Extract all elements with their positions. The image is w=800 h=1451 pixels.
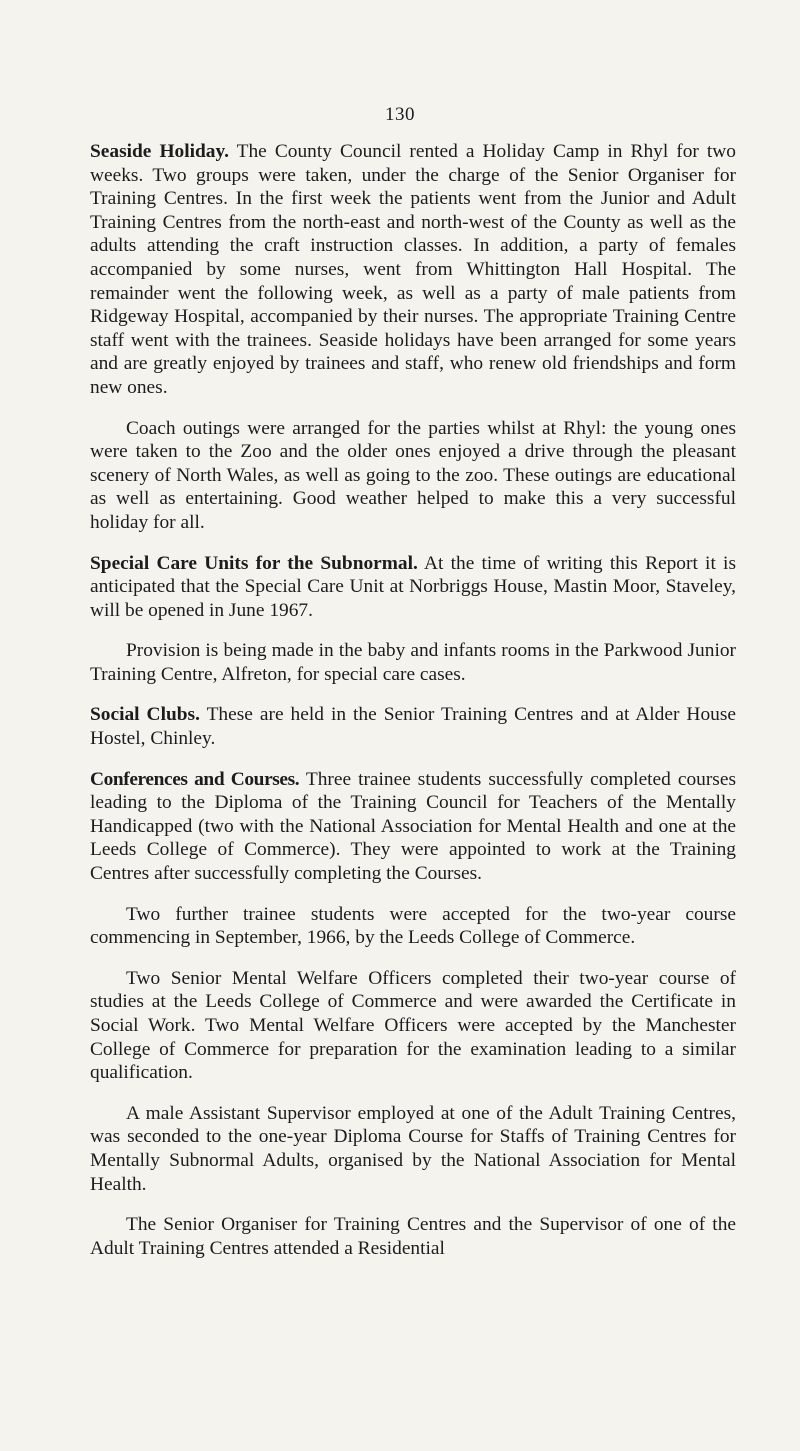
paragraph-text: A male Assistant Supervisor employed at one of the Adult Training Centres, was seconded to the one-year Diploma Course for Staffs of Training Centres for Mentally Subnormal Adults, organised by the National Association for Mental Health.: [90, 1102, 736, 1195]
paragraph-conferences-courses: [90, 768, 736, 886]
paragraph-text: Provision is being made in the baby and infants rooms in the Parkwood Junior Training Centre, Alfreton, for special care cases.: [90, 640, 736, 685]
heading-social-clubs: Social Clubs.: [90, 704, 200, 726]
paragraph-special-care-units: [90, 552, 736, 623]
paragraph-assistant-supervisor: [90, 1102, 736, 1196]
paragraph-further-trainees: [90, 903, 736, 950]
paragraph-text: These are held in the Senior Training Centres and at Alder House Hostel, Chinley.: [90, 704, 736, 750]
paragraph-text: At the time of writing this Report it is anticipated that the Special Care Unit at Norbriggs House, Mastin Moor, Staveley, will be opened in June 1967.: [90, 552, 736, 621]
report-body: [90, 140, 736, 1277]
paragraph-provision: [90, 639, 736, 686]
paragraph-text: The County Council rented a Holiday Camp in Rhyl for two weeks. Two groups were taken, under the charge of the Senior Organiser for Training Centres. In the first week the patients went from the Junior and Adult Training Centres from the north-east and north-west of the County as well as the adults attending the craft instruction classes. In addition, a party of females accompanied by some nurses, went from Whittington Hall Hospital. The remainder went the following week, as well as a party of male patients from Ridgeway Hospital, accompanied by their nurses. The appropriate Training Centre staff went with the trainees. Seaside holidays have been arranged for some years and are greatly enjoyed by trainees and staff, who renew old friendships and form new ones.: [90, 141, 736, 398]
paragraph-text: Three trainee students successfully completed courses leading to the Diploma of the Training Council for Teachers of the Mentally Handicapped (two with the National Association for Mental Health and one at the Leeds College of Commerce). They were appointed to work at the Training Centres after successfully completing the Courses.: [90, 768, 736, 885]
paragraph-text: The Senior Organiser for Training Centres and the Supervisor of one of the Adult Training Centres attended a Residential: [90, 1214, 736, 1259]
paragraph-welfare-officers: [90, 967, 736, 1085]
heading-special-care-units: Special Care Units for the Subnormal.: [90, 552, 418, 574]
heading-seaside-holiday: Seaside Holiday.: [90, 141, 229, 162]
paragraph-text: Two Senior Mental Welfare Officers completed their two-year course of studies at the Leeds College of Commerce and were awarded the Certificate in Social Work. Two Mental Welfare Officers were accepted by the Manchester College of Commerce for preparation for the examination leading to a similar qualification.: [90, 967, 736, 1084]
page-number: 130: [385, 104, 415, 125]
paragraph-senior-organiser: [90, 1213, 736, 1260]
paragraph-seaside-holiday: [90, 140, 736, 400]
paragraph-coach-outings: [90, 417, 736, 535]
paragraph-social-clubs: [90, 703, 736, 750]
heading-conferences-courses: Conferences and Courses.: [90, 768, 300, 790]
paragraph-text: Coach outings were arranged for the parties whilst at Rhyl: the young ones were taken to the Zoo and the older ones enjoyed a drive through the pleasant scenery of North Wales, as well as going to the zoo. These outings are educational as well as entertaining. Good weather helped to make this a very successful holiday for all.: [90, 417, 736, 533]
paragraph-text: Two further trainee students were accepted for the two-year course commencing in September, 1966, by the Leeds College of Commerce.: [90, 903, 736, 949]
